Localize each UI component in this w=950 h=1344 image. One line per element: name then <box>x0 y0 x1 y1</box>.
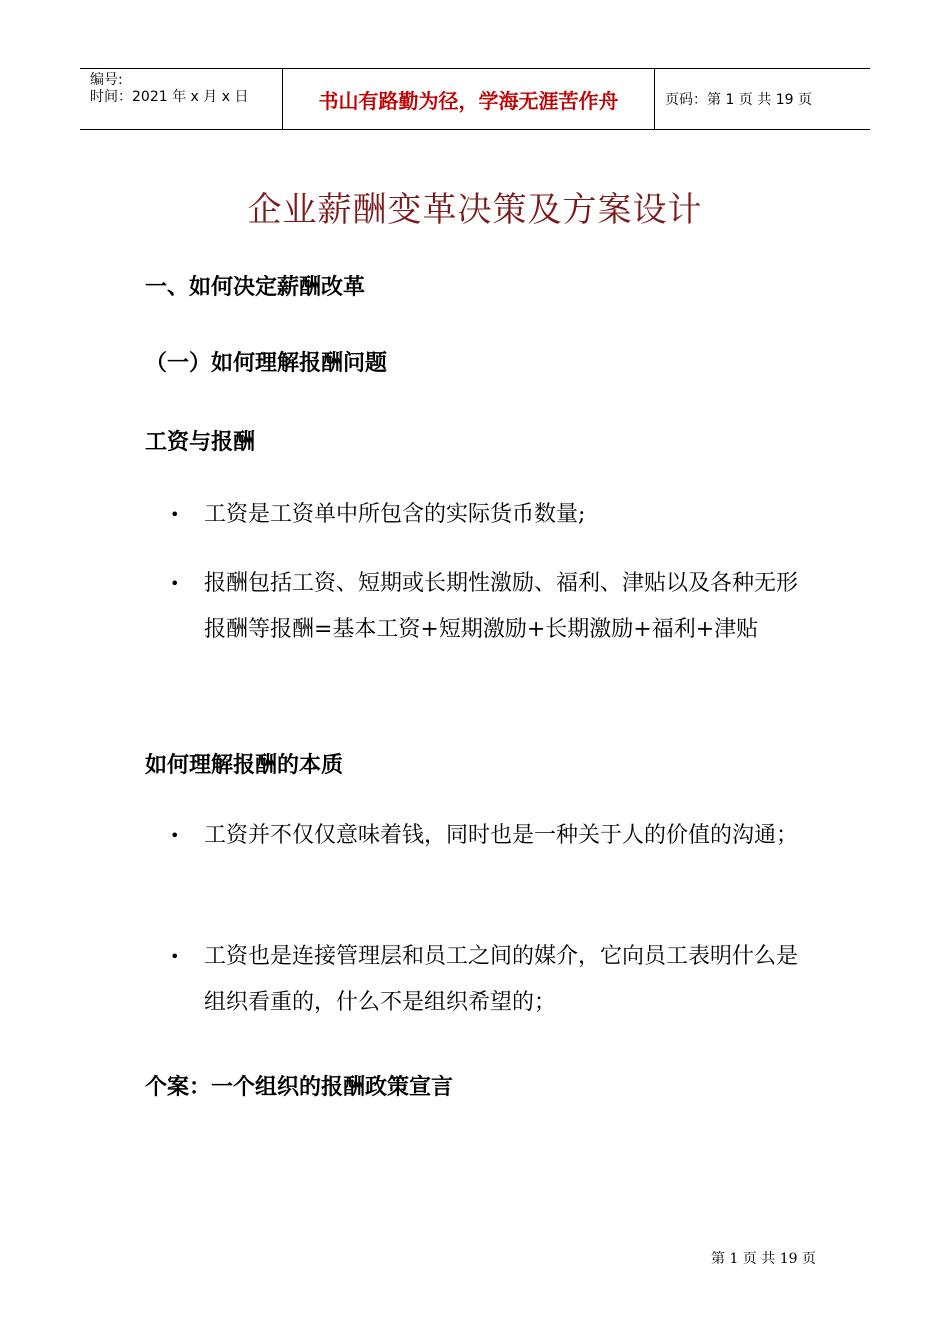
page-header <box>80 68 870 130</box>
section-heading-1: 一、如何决定薪酬改革 <box>145 275 366 300</box>
subheading-nature-of-compensation: 如何理解报酬的本质 <box>145 753 344 778</box>
bullet-icon: • <box>170 505 180 524</box>
bullet-icon: • <box>170 574 180 593</box>
bullet-icon: • <box>170 826 180 845</box>
subheading-case-study: 个案：一个组织的报酬政策宣言 <box>145 1075 454 1100</box>
list-item <box>170 561 820 653</box>
header-motto: 书山有路勤为径，学海无涯苦作舟 <box>282 69 655 129</box>
doc-date-label: 时间：2021 年 x 月 x 日 <box>90 89 249 105</box>
page-footer: 第 1 页 共 19 页 <box>711 1251 816 1267</box>
list-item <box>170 934 820 1026</box>
list-item-text: 报酬包括工资、短期或长期性激励、福利、津贴以及各种无形报酬等报酬=基本工资+短期激励+长期激励+福利+津贴 <box>204 571 799 642</box>
list-item <box>170 492 820 538</box>
header-meta <box>80 69 282 129</box>
subheading-wage-compensation: 工资与报酬 <box>145 430 256 455</box>
list-item-text: 工资并不仅仅意味着钱，同时也是一种关于人的价值的沟通； <box>204 823 799 848</box>
document-title: 企业薪酬变革决策及方案设计 <box>247 190 703 230</box>
bullet-icon: • <box>170 947 180 966</box>
doc-number-label: 编号: <box>90 72 123 88</box>
section-heading-2: （一）如何理解报酬问题 <box>145 351 388 376</box>
header-page-info: 页码：第 1 页 共 19 页 <box>665 92 812 108</box>
list-item <box>170 813 820 859</box>
list-item-text: 工资也是连接管理层和员工之间的媒介，它向员工表明什么是组织看重的，什么不是组织希望的； <box>204 944 799 1015</box>
list-item-text: 工资是工资单中所包含的实际货币数量; <box>204 502 586 527</box>
